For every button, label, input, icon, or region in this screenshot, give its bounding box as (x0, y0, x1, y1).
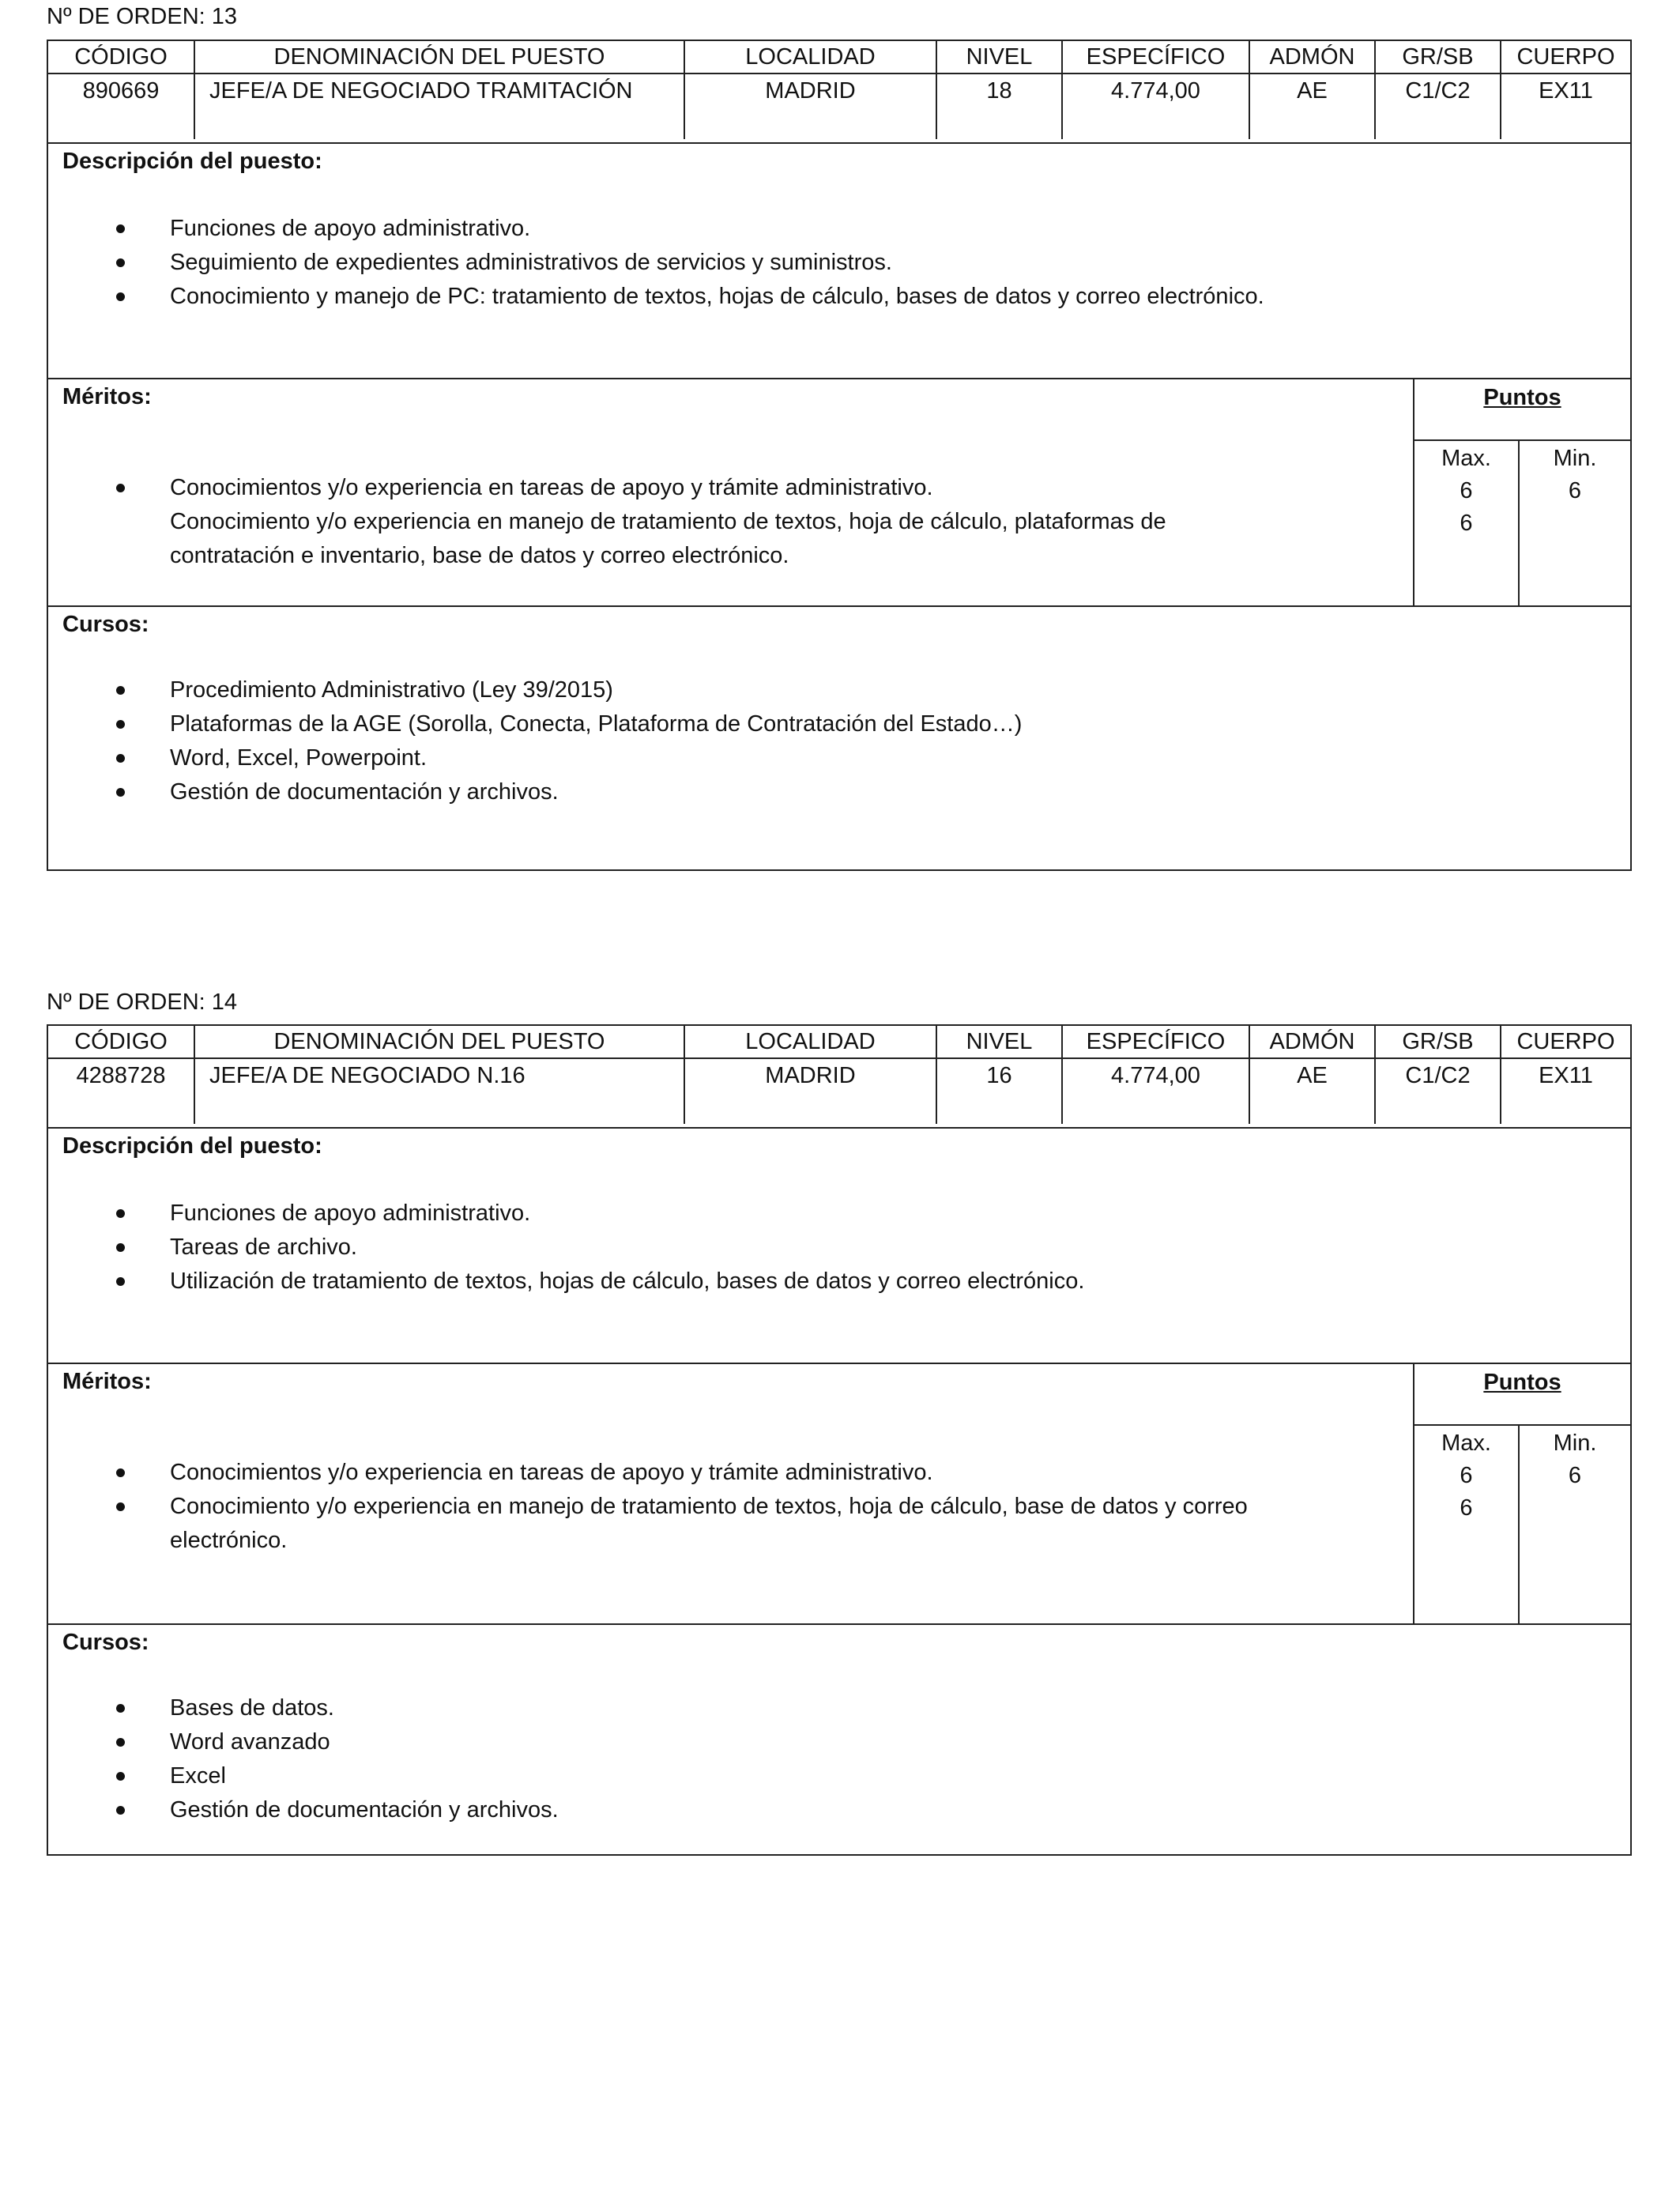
job-entry (47, 3, 1632, 873)
bullet-icon (116, 224, 125, 233)
meritos-list (48, 1456, 1248, 1558)
bullet-icon (116, 788, 125, 797)
puntos-min-column (1518, 1426, 1630, 1623)
header-nivel: NIVEL (936, 1026, 1061, 1057)
puntos-title: Puntos (1414, 1364, 1630, 1426)
header-denominacion: DENOMINACIÓN DEL PUESTO (194, 41, 684, 73)
list-item: Plataformas de la AGE (Sorolla, Conecta, Plataforma de Contratación del Estado…) (48, 707, 1022, 741)
puntos-panel (1413, 1364, 1630, 1623)
list-item: Gestión de documentación y archivos. (48, 775, 1022, 809)
list-item: Funciones de apoyo administrativo. (48, 1197, 1084, 1231)
list-item: Gestión de documentación y archivos. (48, 1793, 559, 1827)
header-grsb: GR/SB (1374, 1026, 1500, 1057)
cursos-section (48, 1623, 1630, 1854)
bullet-icon (116, 1738, 125, 1747)
localidad-value: MADRID (684, 1059, 936, 1124)
bullet-icon (116, 720, 125, 729)
job-details-box (47, 142, 1632, 871)
meritos-section (48, 378, 1630, 605)
cursos-list (48, 1691, 559, 1827)
bullet-icon (116, 1277, 125, 1286)
especifico-value: 4.774,00 (1061, 1059, 1249, 1124)
min-label: Min. (1553, 446, 1597, 471)
bullet-icon (116, 1468, 125, 1477)
puntos-min-column (1518, 441, 1630, 605)
bullet-icon (116, 686, 125, 695)
list-item-continuation: electrónico. (170, 1528, 288, 1553)
header-admon: ADMÓN (1249, 1026, 1374, 1057)
cuerpo-value: EX11 (1500, 1059, 1630, 1124)
cuerpo-value: EX11 (1500, 74, 1630, 139)
cursos-title: Cursos: (62, 1630, 149, 1655)
meritos-title: Méritos: (62, 1369, 152, 1394)
nivel-value: 18 (936, 74, 1061, 139)
grsb-value: C1/C2 (1374, 74, 1500, 139)
job-entry (47, 989, 1632, 1858)
list-item: Tareas de archivo. (48, 1231, 1084, 1265)
bullet-icon (116, 258, 125, 267)
list-item: Word avanzado (48, 1725, 559, 1759)
job-details-box (47, 1127, 1632, 1856)
header-nivel: NIVEL (936, 41, 1061, 73)
puntos-max-column (1414, 1426, 1518, 1623)
grsb-value: C1/C2 (1374, 1059, 1500, 1124)
min-value: 6 (1568, 1463, 1582, 1488)
descripcion-section (48, 1127, 1630, 1363)
admon-value: AE (1249, 1059, 1374, 1124)
job-header-table (47, 40, 1632, 144)
header-especifico: ESPECÍFICO (1061, 41, 1249, 73)
table-header-row (48, 1026, 1630, 1059)
puntos-max-column (1414, 441, 1518, 605)
bullet-icon (116, 484, 125, 492)
descripcion-list (48, 1197, 1084, 1299)
list-item: Seguimiento de expedientes administrativos de servicios y suministros. (48, 246, 1264, 280)
cursos-section (48, 605, 1630, 869)
list-item: Word, Excel, Powerpoint. (48, 741, 1022, 775)
list-item: Excel (48, 1759, 559, 1793)
puntos-title: Puntos (1414, 379, 1630, 441)
max-value: 6 (1460, 511, 1473, 536)
max-value: 6 (1460, 1463, 1473, 1488)
list-item: Conocimiento y/o experiencia en manejo de tratamiento de textos, hoja de cálculo, base de datos y correo (48, 1490, 1248, 1524)
bullet-icon (116, 1243, 125, 1252)
header-codigo: CÓDIGO (74, 44, 168, 70)
header-localidad: LOCALIDAD (684, 1026, 936, 1057)
codigo-value: 4288728 (76, 1063, 166, 1088)
header-admon: ADMÓN (1249, 41, 1374, 73)
header-denominacion: DENOMINACIÓN DEL PUESTO (194, 1026, 684, 1057)
header-cuerpo: CUERPO (1500, 41, 1630, 73)
list-item: Conocimiento y manejo de PC: tratamiento de textos, hojas de cálculo, bases de datos y correo electrónico. (48, 280, 1264, 314)
max-value: 6 (1460, 478, 1473, 503)
header-localidad: LOCALIDAD (684, 41, 936, 73)
meritos-title: Méritos: (62, 384, 152, 409)
codigo-value: 890669 (82, 78, 160, 104)
list-item: Conocimientos y/o experiencia en tareas de apoyo y trámite administrativo. (48, 471, 1166, 505)
list-item: Utilización de tratamiento de textos, hojas de cálculo, bases de datos y correo electrónico. (48, 1265, 1084, 1299)
descripcion-list (48, 212, 1264, 314)
cursos-title: Cursos: (62, 612, 149, 637)
order-number: Nº DE ORDEN: 13 (47, 4, 238, 29)
cursos-list (48, 673, 1022, 809)
order-number: Nº DE ORDEN: 14 (47, 990, 238, 1015)
list-item: Funciones de apoyo administrativo. (48, 212, 1264, 246)
nivel-value: 16 (936, 1059, 1061, 1124)
bullet-icon (116, 1772, 125, 1781)
max-label: Max. (1441, 446, 1491, 471)
table-header-row (48, 41, 1630, 74)
localidad-value: MADRID (684, 74, 936, 139)
descripcion-section (48, 142, 1630, 378)
bullet-icon (116, 1209, 125, 1218)
min-label: Min. (1553, 1431, 1597, 1456)
descripcion-title: Descripción del puesto: (62, 1133, 322, 1159)
admon-value: AE (1249, 74, 1374, 139)
bullet-icon (116, 754, 125, 763)
meritos-section (48, 1363, 1630, 1623)
bullet-icon (116, 292, 125, 301)
header-cuerpo: CUERPO (1500, 1026, 1630, 1057)
max-value: 6 (1460, 1495, 1473, 1521)
bullet-icon (116, 1704, 125, 1713)
meritos-list (48, 471, 1166, 573)
header-codigo: CÓDIGO (74, 1029, 168, 1054)
table-row (48, 1059, 1630, 1124)
max-label: Max. (1441, 1431, 1491, 1456)
header-grsb: GR/SB (1374, 41, 1500, 73)
list-item: Bases de datos. (48, 1691, 559, 1725)
bullet-icon (116, 1806, 125, 1815)
header-especifico: ESPECÍFICO (1061, 1026, 1249, 1057)
job-header-table (47, 1024, 1632, 1129)
min-value: 6 (1568, 478, 1582, 503)
especifico-value: 4.774,00 (1061, 74, 1249, 139)
descripcion-title: Descripción del puesto: (62, 149, 322, 174)
puntos-panel (1413, 379, 1630, 605)
table-row (48, 74, 1630, 139)
bullet-icon (116, 1502, 125, 1511)
denominacion-value: JEFE/A DE NEGOCIADO N.16 (194, 1059, 684, 1124)
list-item-continuation: Conocimiento y/o experiencia en manejo de tratamiento de textos, hoja de cálculo, plataformas de (170, 509, 1166, 534)
list-item: Conocimientos y/o experiencia en tareas de apoyo y trámite administrativo. (48, 1456, 1248, 1490)
denominacion-value: JEFE/A DE NEGOCIADO TRAMITACIÓN (194, 74, 684, 139)
list-item-continuation: contratación e inventario, base de datos y correo electrónico. (170, 543, 789, 568)
list-item: Procedimiento Administrativo (Ley 39/2015) (48, 673, 1022, 707)
